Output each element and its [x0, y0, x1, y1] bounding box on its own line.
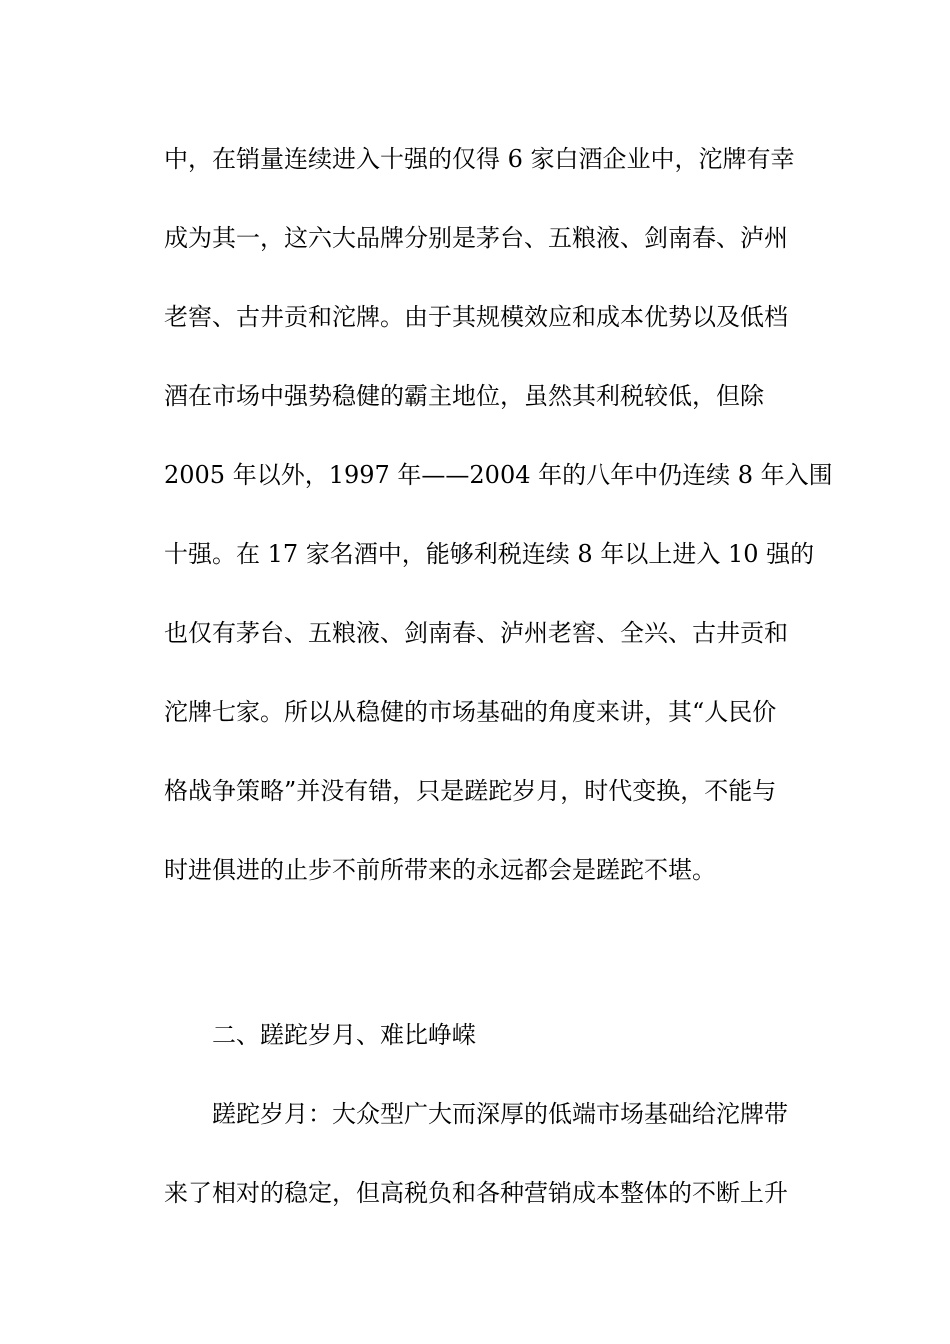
section-spacer	[164, 910, 788, 996]
paragraph-2	[164, 1075, 788, 1233]
paragraph-line: 中，在销量连续进入十强的仅得 6 家白酒企业中，沱牌有幸	[164, 145, 795, 173]
paragraph-1	[164, 120, 833, 910]
paragraph-line: 时进俱进的止步不前所带来的永远都会是蹉跎不堪。	[164, 856, 716, 884]
paragraph-line: 蹉跎岁月：大众型广大而深厚的低端市场基础给沱牌带	[212, 1100, 788, 1128]
text-column	[164, 120, 833, 1233]
paragraph-line: 成为其一，这六大品牌分别是茅台、五粮液、剑南春、泸州	[164, 224, 788, 252]
paragraph-line: 来了相对的稳定，但高税负和各种营销成本整体的不断上升	[164, 1179, 788, 1207]
paragraph-line: 老窖、古井贡和沱牌。由于其规模效应和成本优势以及低档	[164, 303, 788, 331]
paragraph-line: 十强。在 17 家名酒中，能够利税连续 8 年以上进入 10 强的	[164, 540, 815, 568]
paragraph-line: 格战争策略”并没有错，只是蹉跎岁月，时代变换，不能与	[164, 777, 777, 805]
paragraph-line: 也仅有茅台、五粮液、剑南春、泸州老窖、全兴、古井贡和	[164, 619, 788, 647]
paragraph-line: 酒在市场中强势稳健的霸主地位，虽然其利税较低，但除	[164, 382, 764, 410]
paragraph-line: 沱牌七家。所以从稳健的市场基础的角度来讲，其“人民价	[164, 698, 777, 726]
paragraph-line: 2005 年以外，1997 年——2004 年的八年中仍连续 8 年入围	[164, 461, 833, 489]
section-heading: 二、蹉跎岁月、难比峥嵘	[212, 1021, 476, 1049]
